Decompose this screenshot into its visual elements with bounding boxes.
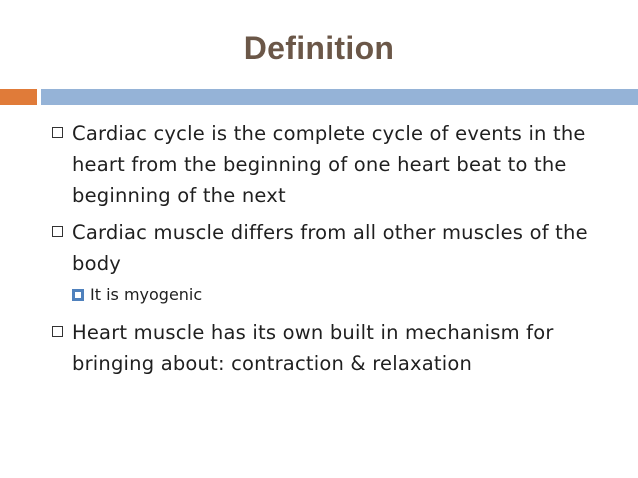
bullet-item-heart-muscle: [52, 317, 612, 379]
slide-title: Definition: [243, 30, 395, 66]
bullet-list: [52, 118, 612, 385]
sub-bullet-text: It is myogenic: [90, 285, 203, 304]
bullet-text: Cardiac muscle differs from all other muscles of the body: [72, 221, 588, 275]
title-rule-bar: [41, 89, 638, 105]
hollow-square-bullet-icon: [52, 326, 63, 337]
title-accent-bar: [0, 89, 37, 105]
bullet-item-cardiac-muscle: [52, 217, 612, 279]
filled-square-bullet-icon: [72, 289, 84, 301]
bullet-text: Cardiac cycle is the complete cycle of events in the heart from the beginning of one heart beat to the beginning of the next: [72, 122, 586, 207]
hollow-square-bullet-icon: [52, 226, 63, 237]
sub-bullet-item-myogenic: [52, 283, 612, 307]
hollow-square-bullet-icon: [52, 127, 63, 138]
bullet-text: Heart muscle has its own built in mechanism for bringing about: contraction & relaxation: [72, 321, 554, 375]
bullet-item-cardiac-cycle: [52, 118, 612, 211]
